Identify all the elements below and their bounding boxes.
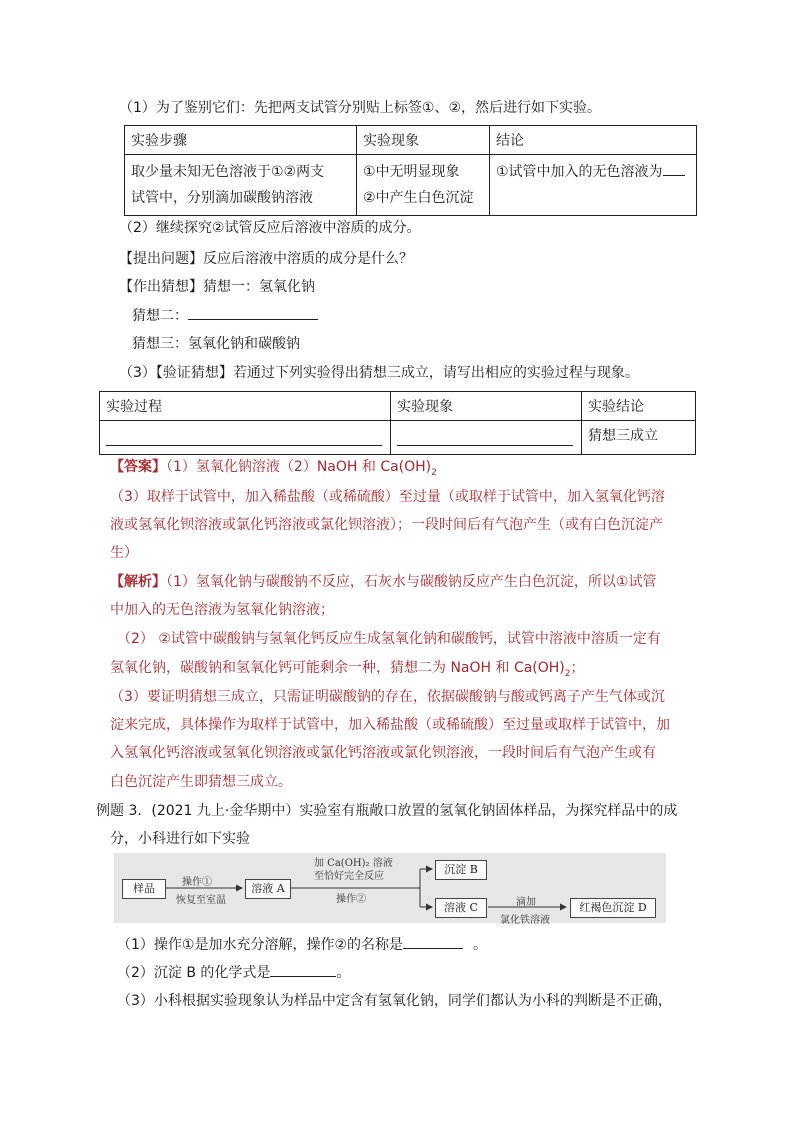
flow-solution-a-box: 溶液 A (245, 879, 291, 899)
flow-precipitate-b-box: 沉淀 B (435, 860, 487, 880)
analysis-p2-sub: 2 (564, 668, 571, 679)
table1-step-cell (125, 155, 357, 216)
table1-header-phenomenon: 实验现象 (357, 126, 490, 155)
sub-q1-line (117, 934, 487, 954)
answer-line1 (110, 456, 437, 478)
table2-header-conclusion: 实验结论 (582, 392, 696, 421)
table1-phenomenon-cell (357, 155, 490, 216)
guess3: 猜想三：氢氧化钠和碳酸钠 (132, 336, 300, 352)
analysis-p1-line2: 中加入的无色溶液为氢氧化钠溶液； (110, 602, 334, 618)
answer-part3-line3: 生） (110, 545, 138, 561)
analysis-tag: 【解析】 (110, 574, 166, 590)
q2-text: （2）继续探究②试管反应后溶液中溶质的成分。 (119, 220, 421, 236)
flow-op1-sub-label: 恢复至室温 (176, 895, 226, 906)
analysis-p3-line3: 入氢氧化钙溶液或氢氧化钡溶液或氯化钙溶液或氯化钡溶液，一段时间后有气泡产生或有 (110, 745, 656, 761)
guess2-blank[interactable] (188, 305, 318, 320)
table2-header-phenomenon: 实验现象 (391, 392, 582, 421)
table1-header-conclusion: 结论 (490, 126, 697, 155)
table2-header-process: 实验过程 (100, 392, 391, 421)
table2-process-blank[interactable] (106, 431, 382, 446)
analysis-p2-line1: （2） ②试管中碳酸钠与氢氧化钙反应生成氢氧化钠和碳酸钙，试管中溶液中溶质一定有 (117, 631, 661, 647)
table1-conclusion-text: ①试管中加入的无色溶液为 (496, 164, 663, 180)
table2-process-cell (100, 421, 391, 455)
sub-q2-line (117, 962, 350, 982)
flow-drip-sub-label: 氯化铁溶液 (500, 915, 550, 926)
analysis-p2-end: ； (570, 660, 585, 676)
table2-result: 猜想三成立 (582, 421, 696, 455)
flow-solution-c-box: 溶液 C (435, 898, 487, 918)
flow-add-label-1: 加 Ca(OH)₂ 溶液 (314, 858, 393, 869)
answer-part3-line1: （3）取样于试管中，加入稀盐酸（或稀硫酸）至过量（或取样于试管中，加入氢氧化钙溶 (110, 489, 665, 505)
sub-q2-end: 。 (336, 965, 351, 981)
flow-diagram (114, 853, 666, 926)
table1-step-line1: 取少量未知无色溶液于①②两支 (131, 164, 325, 180)
table1-phenomenon-line1: ①中无明显现象 (363, 164, 460, 180)
table1-header-steps: 实验步骤 (125, 126, 357, 155)
example3-line2: 分，小科进行如下实验 (110, 831, 250, 847)
analysis-p3-line2: 淀来完成，具体操作为取样于试管中，加入稀盐酸（或稀硫酸）至过量或取样于试管中，加 (110, 717, 670, 733)
answer-tag: 【答案】 (110, 459, 166, 475)
analysis-p2-text: 氢氧化钠，碳酸钠和氢氧化钙可能剩余一种，猜想二为 NaOH 和 Ca(OH) (110, 660, 565, 676)
analysis-p1-text: （1）氢氧化钠与碳酸钠不反应，石灰水与碳酸钠反应产生白色沉淀，所以①试管 (166, 574, 657, 590)
analysis-p3-line4: 白色沉淀产生即猜想三成立。 (110, 774, 292, 790)
q1-intro: （1）为了鉴别它们：先把两支试管分别贴上标签①、②，然后进行如下实验。 (119, 100, 602, 116)
flow-op2-label: 操作② (336, 894, 366, 905)
analysis-p1-line1 (110, 571, 656, 591)
sub-q2-text: （2）沉淀 B 的化学式是 (117, 965, 271, 981)
guess2-line (132, 305, 318, 325)
example3-line1: 例题 3．(2021 九上·金华期中）实验室有瓶敞口放置的氢氧化钠固体样品，为探究样品中的成 (96, 803, 678, 819)
sub-q2-blank[interactable] (270, 962, 336, 977)
answer-part1: （1）氢氧化钠溶液（2）NaOH 和 Ca(OH) (166, 459, 432, 475)
sub-q3-line: （3）小科根据实验现象认为样品中定含有氢氧化钠，同学们都认为小科的判断是不正确， (117, 993, 672, 1009)
flow-op1-label: 操作① (182, 877, 212, 888)
analysis-p2-line2 (110, 657, 585, 679)
table2-phenomenon-blank[interactable] (397, 431, 573, 446)
flow-add-label-2: 至恰好完全反应 (314, 871, 384, 882)
analysis-p3-line1: （3）要证明猜想三成立，只需证明碳酸钠的存在，依据碳酸钠与酸或钙离子产生气体或沉 (110, 689, 665, 705)
table1-phenomenon-line2: ②中产生白色沉淀 (363, 190, 474, 206)
flow-sample-box: 样品 (122, 879, 166, 899)
table1-conclusion-cell (490, 155, 697, 216)
table1-conclusion-blank[interactable] (663, 161, 685, 176)
table1-step-line2: 试管中，分别滴加碳酸钠溶液 (131, 190, 313, 206)
guess2-label: 猜想二： (132, 308, 188, 324)
table2-phenomenon-cell (391, 421, 582, 455)
sub-q1-end: 。 (473, 937, 488, 953)
guess-intro: 【作出猜想】猜想一：氢氧化钠 (119, 279, 315, 295)
flow-drip-label: 滴加 (516, 897, 536, 908)
q3-text: （3）【验证猜想】若通过下列实验得出猜想三成立，请写出相应的实验过程与现象。 (119, 365, 639, 381)
sub-q1-text: （1）操作①是加水充分溶解，操作②的名称是 (117, 937, 404, 953)
answer-part1-sub: 2 (431, 467, 437, 478)
answer-part3-line2: 液或氢氧化钡溶液或氯化钙溶液或氯化钡溶液）；一段时间后有气泡产生（或有白色沉淀产 (110, 517, 663, 533)
experiment-table-2 (99, 391, 696, 455)
sub-q1-blank[interactable] (403, 934, 463, 949)
question-raise: 【提出问题】反应后溶液中溶质的成分是什么？ (119, 251, 413, 267)
flow-precipitate-d-box: 红褐色沉淀 D (570, 898, 656, 918)
experiment-table-1 (124, 125, 697, 216)
